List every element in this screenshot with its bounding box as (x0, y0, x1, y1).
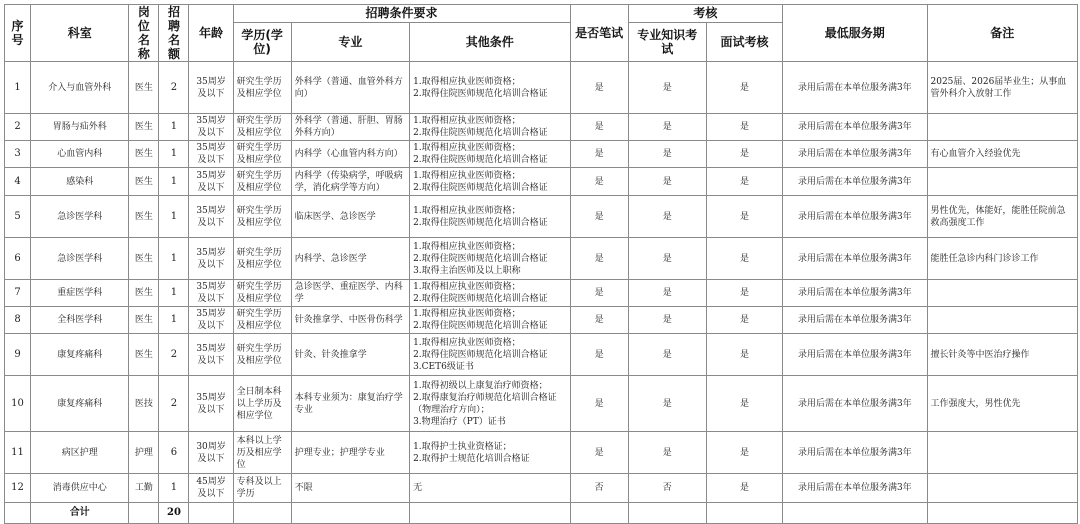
condition-line: 1.取得相应执业医师资格； (413, 76, 521, 87)
education-cell: 研究生学历及相应学位 (233, 238, 291, 280)
education-cell: 研究生学历及相应学位 (233, 334, 291, 376)
major-cell: 不限 (291, 474, 409, 503)
service-period-cell: 录用后需在本单位服务满3年 (783, 168, 927, 196)
condition-line: 2.取得住院医师规范化培训合格证 (413, 182, 548, 193)
education-cell: 研究生学历及相应学位 (233, 196, 291, 238)
header-quota: 招聘名额 (159, 5, 189, 62)
age-cell: 35周岁及以下 (189, 307, 233, 334)
interview-cell: 是 (706, 141, 782, 168)
condition-line: 1.取得相应执业医师资格； (413, 282, 521, 292)
empty-cell (927, 503, 1078, 524)
condition-line: 2.取得住院医师规范化培训合格证 (413, 294, 548, 304)
seq-cell: 1 (5, 62, 31, 114)
written-exam-cell: 是 (570, 432, 628, 474)
position-cell: 医生 (129, 280, 159, 307)
empty-cell (570, 503, 628, 524)
major-cell: 外科学（普通、血管外科方向） (291, 62, 409, 114)
condition-line: 无 (413, 483, 423, 493)
service-period-cell: 录用后需在本单位服务满3年 (783, 376, 927, 432)
other-conditions-cell (410, 432, 570, 474)
header-other: 其他条件 (410, 22, 570, 61)
other-conditions-cell (410, 114, 570, 141)
seq-cell: 3 (5, 141, 31, 168)
table-row (5, 141, 1078, 168)
service-period-cell: 录用后需在本单位服务满3年 (783, 238, 927, 280)
quota-cell: 1 (159, 238, 189, 280)
table-row (5, 376, 1078, 432)
seq-cell: 8 (5, 307, 31, 334)
remarks-cell (927, 432, 1078, 474)
dept-cell: 康复疼痛科 (31, 376, 129, 432)
empty-cell (706, 503, 782, 524)
condition-line: 3.物理治疗（PT）证书 (413, 416, 506, 427)
seq-cell: 2 (5, 114, 31, 141)
other-conditions-cell (410, 62, 570, 114)
header-written: 是否笔试 (570, 5, 628, 62)
dept-cell: 重症医学科 (31, 280, 129, 307)
interview-cell: 是 (706, 432, 782, 474)
empty-cell (410, 503, 570, 524)
remarks-cell (927, 307, 1078, 334)
seq-cell: 4 (5, 168, 31, 196)
dept-cell: 康复疼痛科 (31, 334, 129, 376)
header-dept: 科室 (31, 5, 129, 62)
age-cell: 35周岁及以下 (189, 334, 233, 376)
quota-cell: 1 (159, 168, 189, 196)
empty-cell (783, 503, 927, 524)
position-cell: 医技 (129, 376, 159, 432)
dept-cell: 胃肠与疝外科 (31, 114, 129, 141)
service-period-cell: 录用后需在本单位服务满3年 (783, 474, 927, 503)
condition-line: 1.取得相应执业医师资格； (413, 309, 521, 319)
seq-cell: 12 (5, 474, 31, 503)
empty-cell (291, 503, 409, 524)
position-cell: 医生 (129, 238, 159, 280)
written-exam-cell: 是 (570, 168, 628, 196)
major-cell: 外科学（普通、肝胆、胃肠外科方向） (291, 114, 409, 141)
knowledge-exam-cell: 是 (628, 196, 706, 238)
written-exam-cell: 是 (570, 238, 628, 280)
interview-cell: 是 (706, 168, 782, 196)
education-cell: 本科以上学历及相应学位 (233, 432, 291, 474)
empty-cell (628, 503, 706, 524)
condition-line: 1.取得相应执业医师资格； (413, 143, 521, 153)
interview-cell: 是 (706, 474, 782, 503)
empty-cell (233, 503, 291, 524)
dept-cell: 心血管内科 (31, 141, 129, 168)
header-position: 岗位名称 (129, 5, 159, 62)
table-row (5, 196, 1078, 238)
table-row (5, 432, 1078, 474)
condition-line: 2.取得护士规范化培训合格证 (413, 453, 530, 464)
total-seq-cell (5, 503, 31, 524)
knowledge-exam-cell: 否 (628, 474, 706, 503)
interview-cell: 是 (706, 376, 782, 432)
quota-cell: 2 (159, 376, 189, 432)
condition-line: 1.取得相应执业医师资格； (413, 116, 521, 126)
condition-line: 1.取得初级以上康复治疗师资格； (413, 380, 548, 391)
table-row (5, 62, 1078, 114)
total-row (5, 503, 1078, 524)
other-conditions-cell (410, 238, 570, 280)
seq-cell: 11 (5, 432, 31, 474)
condition-line: 1.取得相应执业医师资格； (413, 205, 521, 216)
header-knowledge: 专业知识考试 (628, 22, 706, 61)
header-service: 最低服务期 (783, 5, 927, 62)
quota-cell: 1 (159, 474, 189, 503)
age-cell: 35周岁及以下 (189, 168, 233, 196)
written-exam-cell: 是 (570, 196, 628, 238)
age-cell: 35周岁及以下 (189, 141, 233, 168)
age-cell: 30周岁及以下 (189, 432, 233, 474)
major-cell: 临床医学、急诊医学 (291, 196, 409, 238)
position-cell: 医生 (129, 196, 159, 238)
seq-cell: 7 (5, 280, 31, 307)
header-remarks: 备注 (927, 5, 1078, 62)
table-row (5, 334, 1078, 376)
quota-cell: 1 (159, 307, 189, 334)
age-cell: 45周岁及以下 (189, 474, 233, 503)
other-conditions-cell (410, 376, 570, 432)
quota-cell: 1 (159, 114, 189, 141)
major-cell: 内科学（传染病学，呼吸病学，消化病学等方向） (291, 168, 409, 196)
interview-cell: 是 (706, 334, 782, 376)
interview-cell: 是 (706, 62, 782, 114)
condition-line: 1.取得相应执业医师资格； (413, 241, 521, 252)
condition-line: 2.取得住院医师规范化培训合格证 (413, 155, 548, 165)
quota-cell: 1 (159, 141, 189, 168)
position-cell: 医生 (129, 114, 159, 141)
other-conditions-cell (410, 141, 570, 168)
interview-cell: 是 (706, 238, 782, 280)
knowledge-exam-cell: 是 (628, 141, 706, 168)
remarks-cell (927, 280, 1078, 307)
major-cell: 内科学（心血管内科方向） (291, 141, 409, 168)
written-exam-cell: 是 (570, 307, 628, 334)
dept-cell: 病区护理 (31, 432, 129, 474)
total-label: 合计 (31, 503, 129, 524)
age-cell: 35周岁及以下 (189, 62, 233, 114)
education-cell: 研究生学历及相应学位 (233, 280, 291, 307)
major-cell: 急诊医学、重症医学、内科学 (291, 280, 409, 307)
age-cell: 35周岁及以下 (189, 238, 233, 280)
table-row (5, 474, 1078, 503)
major-cell: 本科专业须为：康复治疗学专业 (291, 376, 409, 432)
condition-line: 2.取得住院医师规范化培训合格证 (413, 349, 548, 360)
knowledge-exam-cell: 是 (628, 114, 706, 141)
knowledge-exam-cell: 是 (628, 168, 706, 196)
age-cell: 35周岁及以下 (189, 196, 233, 238)
major-cell: 针灸推拿学、中医骨伤科学 (291, 307, 409, 334)
education-cell: 研究生学历及相应学位 (233, 307, 291, 334)
position-cell: 医生 (129, 168, 159, 196)
service-period-cell: 录用后需在本单位服务满3年 (783, 141, 927, 168)
condition-line: 1.取得相应执业医师资格； (413, 170, 521, 181)
dept-cell: 感染科 (31, 168, 129, 196)
table-row (5, 238, 1078, 280)
written-exam-cell: 否 (570, 474, 628, 503)
knowledge-exam-cell: 是 (628, 334, 706, 376)
condition-line: 2.取得住院医师规范化培训合格证 (413, 88, 548, 99)
empty-cell (189, 503, 233, 524)
dept-cell: 急诊医学科 (31, 196, 129, 238)
service-period-cell: 录用后需在本单位服务满3年 (783, 196, 927, 238)
education-cell: 研究生学历及相应学位 (233, 141, 291, 168)
condition-line: 1.取得相应执业医师资格； (413, 337, 521, 348)
seq-cell: 5 (5, 196, 31, 238)
education-cell: 专科及以上学历 (233, 474, 291, 503)
remarks-cell (927, 474, 1078, 503)
header-requirements: 招聘条件要求 (233, 5, 570, 23)
written-exam-cell: 是 (570, 62, 628, 114)
table-body (5, 62, 1078, 503)
seq-cell: 9 (5, 334, 31, 376)
other-conditions-cell (410, 334, 570, 376)
position-cell: 工勤 (129, 474, 159, 503)
header-major: 专业 (291, 22, 409, 61)
interview-cell: 是 (706, 280, 782, 307)
remarks-cell: 有心血管介入经验优先 (927, 141, 1078, 168)
condition-line: 2.取得康复治疗师规范化培训合格证（物理治疗方向）； (413, 392, 557, 415)
other-conditions-cell (410, 307, 570, 334)
seq-cell: 6 (5, 238, 31, 280)
education-cell: 全日制本科以上学历及相应学位 (233, 376, 291, 432)
remarks-cell (927, 114, 1078, 141)
condition-line: 3.CET6级证书 (413, 361, 474, 372)
table-row (5, 307, 1078, 334)
other-conditions-cell (410, 168, 570, 196)
recruitment-table (4, 4, 1078, 524)
quota-cell: 6 (159, 432, 189, 474)
knowledge-exam-cell: 是 (628, 62, 706, 114)
quota-cell: 2 (159, 62, 189, 114)
remarks-cell: 能胜任急诊内科门诊诊工作 (927, 238, 1078, 280)
interview-cell: 是 (706, 114, 782, 141)
written-exam-cell: 是 (570, 114, 628, 141)
table-row (5, 114, 1078, 141)
major-cell: 内科学、急诊医学 (291, 238, 409, 280)
age-cell: 35周岁及以下 (189, 280, 233, 307)
seq-cell: 10 (5, 376, 31, 432)
table-row (5, 280, 1078, 307)
service-period-cell: 录用后需在本单位服务满3年 (783, 307, 927, 334)
quota-cell: 1 (159, 280, 189, 307)
written-exam-cell: 是 (570, 376, 628, 432)
remarks-cell: 擅长针灸等中医治疗操作 (927, 334, 1078, 376)
quota-cell: 2 (159, 334, 189, 376)
knowledge-exam-cell: 是 (628, 307, 706, 334)
knowledge-exam-cell: 是 (628, 238, 706, 280)
major-cell: 护理专业；护理学专业 (291, 432, 409, 474)
dept-cell: 介入与血管外科 (31, 62, 129, 114)
condition-line: 2.取得住院医师规范化培训合格证 (413, 253, 548, 264)
total-quota: 20 (159, 503, 189, 524)
remarks-cell (927, 168, 1078, 196)
service-period-cell: 录用后需在本单位服务满3年 (783, 62, 927, 114)
major-cell: 针灸、针灸推拿学 (291, 334, 409, 376)
written-exam-cell: 是 (570, 141, 628, 168)
remarks-cell: 2025届、2026届毕业生；从事血管外科介入放射工作 (927, 62, 1078, 114)
position-cell: 医生 (129, 141, 159, 168)
condition-line: 2.取得住院医师规范化培训合格证 (413, 321, 548, 331)
total-position-cell (129, 503, 159, 524)
remarks-cell: 男性优先，体能好，能胜任院前急救高强度工作 (927, 196, 1078, 238)
condition-line: 3.取得主治医师及以上职称 (413, 265, 521, 276)
service-period-cell: 录用后需在本单位服务满3年 (783, 334, 927, 376)
dept-cell: 全科医学科 (31, 307, 129, 334)
service-period-cell: 录用后需在本单位服务满3年 (783, 114, 927, 141)
header-education: 学历(学位) (233, 22, 291, 61)
interview-cell: 是 (706, 196, 782, 238)
position-cell: 医生 (129, 334, 159, 376)
header-age: 年龄 (189, 5, 233, 62)
education-cell: 研究生学历及相应学位 (233, 114, 291, 141)
table-row (5, 168, 1078, 196)
condition-line: 2.取得住院医师规范化培训合格证 (413, 128, 548, 138)
other-conditions-cell (410, 280, 570, 307)
age-cell: 35周岁及以下 (189, 376, 233, 432)
interview-cell: 是 (706, 307, 782, 334)
position-cell: 护理 (129, 432, 159, 474)
header-interview: 面试考核 (706, 22, 782, 61)
knowledge-exam-cell: 是 (628, 376, 706, 432)
education-cell: 研究生学历及相应学位 (233, 62, 291, 114)
written-exam-cell: 是 (570, 280, 628, 307)
condition-line: 1.取得护士执业资格证； (413, 441, 512, 452)
age-cell: 35周岁及以下 (189, 114, 233, 141)
header-assessment: 考核 (628, 5, 782, 23)
service-period-cell: 录用后需在本单位服务满3年 (783, 432, 927, 474)
other-conditions-cell (410, 196, 570, 238)
other-conditions-cell (410, 474, 570, 503)
dept-cell: 消毒供应中心 (31, 474, 129, 503)
dept-cell: 急诊医学科 (31, 238, 129, 280)
knowledge-exam-cell: 是 (628, 432, 706, 474)
remarks-cell: 工作强度大，男性优先 (927, 376, 1078, 432)
knowledge-exam-cell: 是 (628, 280, 706, 307)
position-cell: 医生 (129, 307, 159, 334)
written-exam-cell: 是 (570, 334, 628, 376)
quota-cell: 1 (159, 196, 189, 238)
condition-line: 2.取得住院医师规范化培训合格证 (413, 217, 548, 228)
service-period-cell: 录用后需在本单位服务满3年 (783, 280, 927, 307)
header-seq: 序号 (5, 5, 31, 62)
position-cell: 医生 (129, 62, 159, 114)
education-cell: 研究生学历及相应学位 (233, 168, 291, 196)
